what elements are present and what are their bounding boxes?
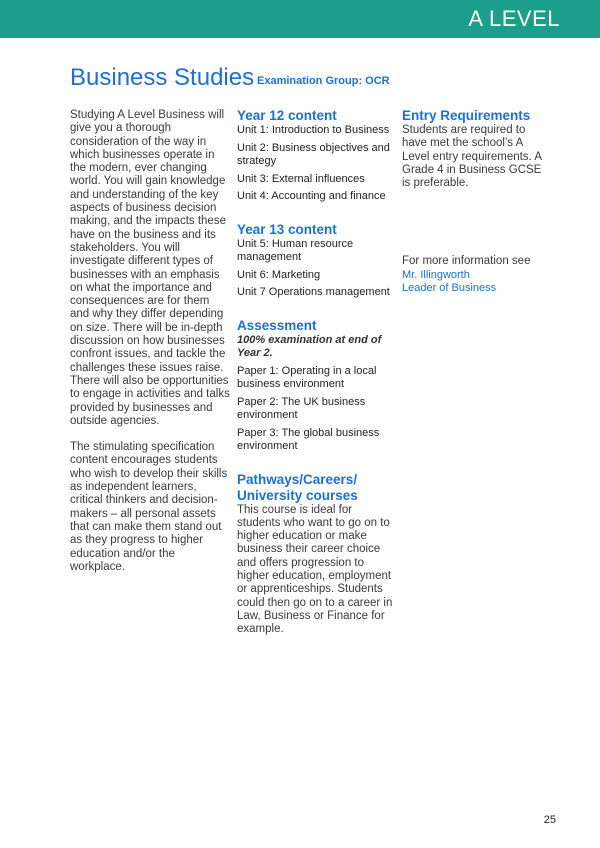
pathways-heading: Pathways/Careers/ University courses (237, 471, 358, 503)
contact-name: Mr. Illingworth (402, 268, 470, 281)
contact-role: Leader of Business (402, 282, 497, 295)
pathways-text: This course is ideal for students who want to go on to higher education or make business their career choice and offers progression to higher education, employment or apprenticeships. Students could then go on to a career in Law, Business or Finance for example. (237, 503, 393, 636)
entry-text: Students are required to have met the school’s A Level entry requirements. A Grade 4 in Business GCSE is preferable. (402, 124, 542, 190)
unit-item: Unit 1: Introduction to Business (237, 124, 390, 136)
unit-item: Unit 4: Accounting and finance (237, 190, 386, 202)
unit-item: Unit 3: External influences (237, 172, 365, 185)
unit-item: Unit 2: Business objectives and strategy (237, 141, 390, 167)
exam-group: Examination Group: OCR (257, 75, 390, 87)
banner-label: A LEVEL (468, 6, 560, 31)
year12-heading: Year 12 content (237, 108, 337, 123)
unit-item: Unit 6: Marketing (237, 268, 321, 281)
unit-item: Unit 5: Human resource management (237, 237, 354, 263)
intro-column (70, 109, 230, 587)
year13-heading: Year 13 content (237, 221, 337, 237)
header-banner (0, 0, 600, 38)
unit-item: Unit 7 Operations management (237, 286, 390, 298)
contact-intro: For more information see (402, 255, 531, 268)
intro-paragraph: The stimulating specification content encourages students who wish to develop their skills as independent learners, critical thinkers and decision-makers – all personal assets that can make them stand out as they progress to higher education and/or the workplace. (70, 441, 228, 573)
page-number: 25 (543, 814, 556, 826)
entry-heading: Entry Requirements (402, 108, 531, 123)
intro-paragraph: Studying A Level Business will give you a thorough consideration of the way in which businesses operate in the modern, ever changing world. You will gain knowledge and understanding of the key aspects of business decision making, and the impacts these have on the business and its stakeholders. You will investigate different types of businesses with an emphasis on what the importance and consequences are for them and why they differ depending on size. There will be in-depth discussion on how businesses confront issues, and tackle the challenges these issues raise. There will also be opportunities to engage in activities and talks provided by businesses and outside agencies. (70, 109, 230, 427)
paper-item: Paper 2: The UK business environment (237, 395, 366, 421)
page-title: Business Studies (70, 64, 255, 91)
assessment-note: 100% examination at end of Year 2. (237, 333, 382, 359)
paper-item: Paper 1: Operating in a local business environment (237, 364, 377, 390)
assessment-heading: Assessment (237, 317, 317, 333)
paper-item: Paper 3: The global business environment (237, 426, 380, 452)
content-column (237, 108, 397, 636)
info-column (402, 108, 547, 296)
